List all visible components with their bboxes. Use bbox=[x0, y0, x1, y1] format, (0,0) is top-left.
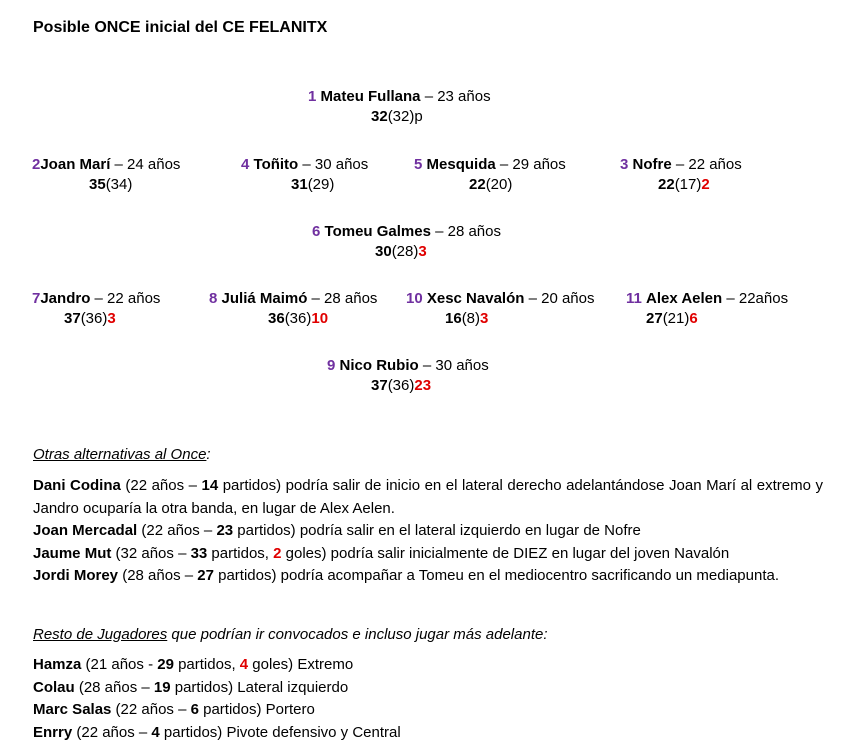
player-name: Juliá Maimó bbox=[221, 290, 308, 307]
player-age: – 30 años bbox=[298, 156, 369, 173]
match-count: 23 bbox=[216, 522, 234, 539]
player-card bbox=[241, 155, 368, 195]
player-name: Mateu Fullana bbox=[320, 88, 421, 105]
text: (28 años – bbox=[74, 678, 154, 696]
match-count: 29 bbox=[157, 656, 174, 673]
match-count: 6 bbox=[190, 701, 199, 718]
player-apps: 36 bbox=[268, 310, 285, 327]
alternative-item bbox=[33, 475, 823, 520]
player-number: 7 bbox=[32, 290, 41, 307]
player-apps: 35 bbox=[89, 176, 106, 193]
alternative-item bbox=[33, 565, 823, 588]
rest-item bbox=[33, 722, 823, 745]
player-number: 10 bbox=[406, 290, 423, 307]
match-count: 27 bbox=[197, 567, 214, 584]
player-name: Joan Mercadal bbox=[33, 522, 138, 539]
rest-item bbox=[33, 699, 823, 722]
text: (32 años – bbox=[111, 544, 191, 562]
page-title: Posible ONCE inicial del CE FELANITX bbox=[33, 19, 328, 36]
text: partidos) Lateral izquierdo bbox=[170, 678, 349, 696]
player-card bbox=[32, 155, 180, 195]
player-detail: (8) bbox=[461, 310, 481, 327]
text: (22 años – bbox=[120, 477, 202, 494]
player-card bbox=[406, 289, 594, 329]
match-count: 33 bbox=[190, 544, 208, 562]
player-name: Xesc Navalón bbox=[426, 290, 525, 307]
text: partidos) Portero bbox=[198, 701, 315, 718]
rest-heading-underlined: Resto de Jugadores bbox=[33, 626, 168, 643]
player-apps: 27 bbox=[646, 310, 663, 327]
alternatives-heading bbox=[33, 446, 211, 463]
player-detail: (17) bbox=[674, 176, 702, 193]
text: partidos) podría salir de inicio en el lateral derecho adelantándose Joan Marí al extremo y Jandro ocuparía la otra banda, en lugar de Alex Aelen. bbox=[33, 477, 823, 517]
player-detail: (36) bbox=[387, 377, 415, 394]
player-age: – 20 años bbox=[524, 290, 595, 307]
player-goals: 10 bbox=[311, 310, 329, 327]
player-name: Toñito bbox=[253, 156, 299, 173]
alternatives-list bbox=[33, 475, 823, 588]
player-name: Nico Rubio bbox=[339, 357, 419, 374]
player-number: 1 bbox=[308, 88, 317, 105]
player-age: – 23 años bbox=[420, 88, 491, 105]
player-name: Nofre bbox=[632, 156, 672, 173]
text: goles) podría salir inicialmente de DIEZ en lugar del joven Navalón bbox=[281, 544, 730, 562]
player-detail: (20) bbox=[485, 176, 513, 193]
player-number: 4 bbox=[241, 156, 250, 173]
goal-count: 2 bbox=[273, 544, 282, 562]
player-age: – 22años bbox=[722, 290, 789, 307]
player-goals: 23 bbox=[414, 377, 432, 394]
alternatives-heading-colon: : bbox=[206, 446, 211, 463]
player-age: – 28 años bbox=[430, 223, 501, 240]
player-card bbox=[308, 87, 491, 127]
text: partidos, bbox=[207, 544, 274, 562]
player-detail: (34) bbox=[105, 176, 133, 193]
match-count: 19 bbox=[153, 678, 171, 696]
player-goals: 3 bbox=[480, 310, 489, 327]
text: (22 años – bbox=[111, 701, 191, 718]
player-card bbox=[414, 155, 566, 195]
rest-item bbox=[33, 677, 823, 700]
rest-list bbox=[33, 654, 823, 744]
player-age: – 22 años bbox=[90, 290, 161, 307]
player-age: – 24 años bbox=[110, 156, 181, 173]
rest-item bbox=[33, 654, 823, 677]
player-card bbox=[620, 155, 742, 195]
text: partidos) podría salir en el lateral izquierdo en lugar de Nofre bbox=[233, 522, 641, 539]
text: (22 años – bbox=[137, 522, 217, 539]
player-apps: 37 bbox=[371, 377, 388, 394]
player-number: 6 bbox=[312, 223, 321, 240]
player-card bbox=[312, 222, 501, 262]
player-name: Dani Codina bbox=[33, 477, 121, 494]
rest-heading-text: que podrían ir convocados e incluso jugar más adelante: bbox=[167, 626, 548, 643]
player-card bbox=[209, 289, 377, 329]
player-name: Alex Aelen bbox=[646, 290, 723, 307]
player-number: 8 bbox=[209, 290, 218, 307]
text: (21 años - bbox=[81, 656, 158, 673]
player-apps: 30 bbox=[375, 243, 392, 260]
text: (28 años – bbox=[118, 567, 198, 584]
player-goals: 3 bbox=[418, 243, 427, 260]
player-detail: (28) bbox=[391, 243, 419, 260]
alternative-item bbox=[33, 520, 823, 543]
player-goals: 3 bbox=[107, 310, 116, 327]
player-age: – 30 años bbox=[418, 357, 489, 374]
player-detail: (32)p bbox=[387, 108, 423, 125]
player-detail: (36) bbox=[284, 310, 312, 327]
match-count: 14 bbox=[201, 477, 219, 494]
player-name: Enrry bbox=[33, 723, 73, 741]
player-age: – 22 años bbox=[671, 156, 742, 173]
text: partidos) Pivote defensivo y Central bbox=[159, 723, 401, 741]
player-apps: 22 bbox=[658, 176, 675, 193]
alternatives-heading-text: Otras alternativas al Once bbox=[33, 446, 207, 463]
player-age: – 29 años bbox=[495, 156, 566, 173]
player-name: Jaume Mut bbox=[33, 544, 112, 562]
player-name: Joan Marí bbox=[40, 156, 111, 173]
player-name: Colau bbox=[33, 678, 75, 696]
player-detail: (21) bbox=[662, 310, 690, 327]
text: partidos, bbox=[173, 656, 240, 673]
player-card bbox=[626, 289, 788, 329]
player-name: Jandro bbox=[40, 290, 91, 307]
player-detail: (36) bbox=[80, 310, 108, 327]
player-apps: 22 bbox=[469, 176, 486, 193]
player-number: 11 bbox=[626, 290, 642, 307]
player-card bbox=[327, 356, 489, 396]
player-name: Jordi Morey bbox=[33, 567, 119, 584]
player-number: 2 bbox=[32, 156, 41, 173]
alternative-item bbox=[33, 543, 823, 566]
player-name: Marc Salas bbox=[33, 701, 112, 718]
goal-count: 4 bbox=[239, 656, 249, 673]
player-card bbox=[32, 289, 160, 329]
match-count: 4 bbox=[151, 723, 160, 741]
player-detail: (29) bbox=[307, 176, 335, 193]
player-name: Tomeu Galmes bbox=[324, 223, 431, 240]
text: (22 años – bbox=[72, 723, 152, 741]
player-number: 5 bbox=[414, 156, 423, 173]
player-name: Hamza bbox=[33, 656, 82, 673]
player-apps: 37 bbox=[64, 310, 81, 327]
text: goles) Extremo bbox=[248, 656, 354, 673]
text: partidos) podría acompañar a Tomeu en el mediocentro sacrificando un mediapunta. bbox=[213, 567, 779, 584]
player-number: 9 bbox=[327, 357, 336, 374]
player-apps: 32 bbox=[371, 108, 388, 125]
player-age: – 28 años bbox=[307, 290, 378, 307]
player-name: Mesquida bbox=[426, 156, 496, 173]
player-apps: 31 bbox=[291, 176, 308, 193]
player-goals: 6 bbox=[689, 310, 698, 327]
player-number: 3 bbox=[620, 156, 629, 173]
player-goals: 2 bbox=[701, 176, 710, 193]
rest-heading bbox=[33, 626, 548, 643]
player-apps: 16 bbox=[445, 310, 462, 327]
